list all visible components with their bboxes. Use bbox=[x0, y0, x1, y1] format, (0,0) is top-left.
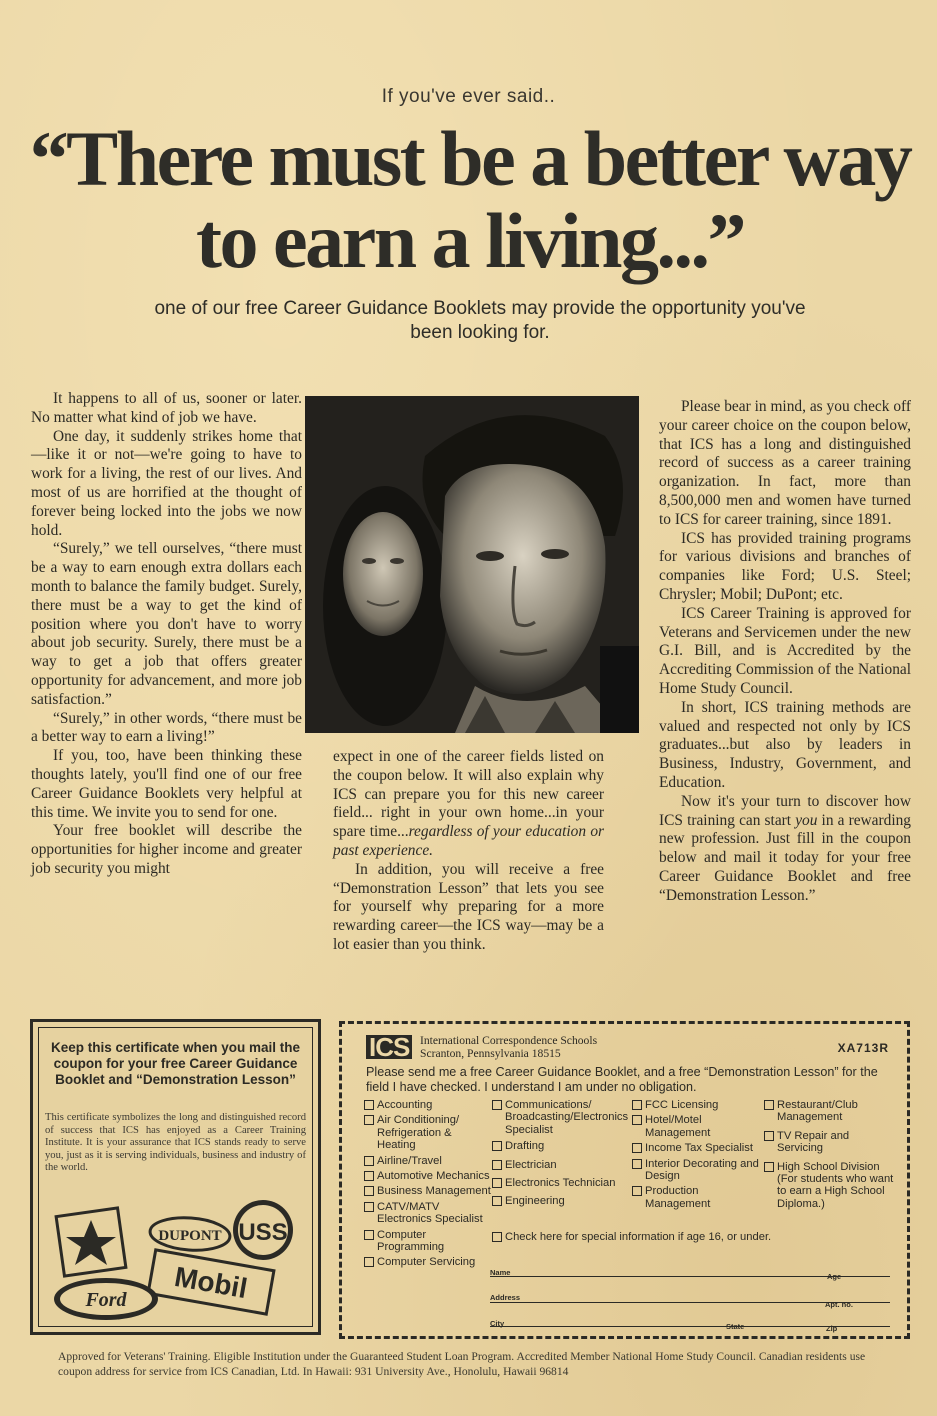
checkbox-box[interactable] bbox=[364, 1202, 374, 1212]
checkbox-box[interactable] bbox=[492, 1141, 502, 1151]
name-field[interactable] bbox=[490, 1276, 890, 1277]
career-checkbox[interactable] bbox=[364, 1170, 492, 1182]
headline-line-2: to earn a living...” bbox=[196, 197, 744, 284]
body-column-2 bbox=[333, 748, 604, 955]
company-logos bbox=[33, 1022, 318, 1332]
career-checkbox[interactable] bbox=[632, 1099, 762, 1111]
career-label: Automotive Mechanics bbox=[377, 1170, 490, 1183]
career-label: Business Management bbox=[377, 1185, 491, 1198]
paragraph: In short, ICS training methods are valued and respected not only by ICS graduates...but also by leaders in Business, Industry, Government, and Education. bbox=[659, 698, 911, 791]
paragraph: “Surely,” we tell ourselves, “there must be a way to earn enough extra dollars each month to balance the family budget. Surely, there must be a way to get the kind of position where you don't have to worry about job security. Surely, there must be a way to get a job that offers greater opportunity for advancement, and more job satisfaction.” bbox=[31, 540, 302, 708]
paragraph: It happens to all of us, sooner or later. No matter what kind of job we have. bbox=[31, 390, 302, 426]
career-checkbox[interactable] bbox=[492, 1099, 629, 1136]
checkbox-box[interactable] bbox=[764, 1162, 774, 1172]
paragraph: “Surely,” in other words, “there must be a better way to earn a living!” bbox=[31, 709, 302, 746]
certificate-body: This certificate symbolizes the long and distinguished record of success that ICS has enjoyed as a Career Training Institute. It is your assurance that ICS stands ready to serve you, just as it is serving individuals, business and industry of the world. bbox=[45, 1112, 306, 1174]
career-label: Hotel/Motel Management bbox=[645, 1114, 711, 1139]
ics-org-name: International Correspondence Schools bbox=[420, 1034, 598, 1047]
career-options-column-4 bbox=[764, 1099, 896, 1213]
address-label: Address bbox=[490, 1293, 521, 1302]
order-coupon[interactable] bbox=[339, 1021, 910, 1339]
career-checkbox[interactable] bbox=[632, 1185, 762, 1210]
career-label: Computer Servicing bbox=[377, 1256, 476, 1269]
career-label: Air Conditioning/ Refrigeration & Heating bbox=[377, 1114, 460, 1152]
career-checkbox[interactable] bbox=[364, 1155, 492, 1167]
city-label: City bbox=[490, 1319, 505, 1328]
checkbox-box[interactable] bbox=[632, 1186, 642, 1196]
address-field[interactable] bbox=[490, 1302, 890, 1303]
checkbox-box[interactable] bbox=[632, 1100, 642, 1110]
career-checkbox[interactable] bbox=[364, 1229, 492, 1254]
mobil-logo bbox=[148, 1250, 274, 1314]
ics-logo: ICS bbox=[366, 1035, 412, 1059]
paragraph-text: expect in one of the career fields listed on the coupon below. It will also explain why ICS can prepare you for this new career field... right in your own home...in your spare time... bbox=[333, 748, 604, 841]
checkbox-box[interactable] bbox=[492, 1196, 502, 1206]
career-checkbox[interactable] bbox=[364, 1114, 492, 1151]
paragraph: ICS has provided training programs for various divisions and branches of companies like Ford; U.S. Steel; Chrysler; Mobil; DuPont; etc. bbox=[659, 529, 911, 603]
checkbox-box[interactable] bbox=[364, 1156, 374, 1166]
paragraph-italic: you bbox=[795, 811, 818, 829]
paragraph-text: Now it's your turn to discover how ICS training can start bbox=[659, 792, 911, 829]
certificate-box bbox=[30, 1019, 321, 1335]
career-label: Interior Decorating and Design bbox=[645, 1157, 759, 1183]
checkbox-box[interactable] bbox=[492, 1178, 502, 1188]
career-label: Engineering bbox=[505, 1195, 565, 1208]
career-label: Airline/Travel bbox=[377, 1154, 442, 1167]
headline bbox=[20, 115, 920, 284]
checkbox-box[interactable] bbox=[364, 1100, 374, 1110]
coupon-code: XA713R bbox=[837, 1041, 889, 1055]
career-options-column-2 bbox=[492, 1099, 629, 1211]
couple-photo bbox=[305, 396, 639, 733]
footer-note: Approved for Veterans' Training. Eligible Institution under the Guaranteed Student Loan Program. Accredited Member National Home Study Council. Canadian residents use coupon address for service from ICS Canadian, Ltd. In Hawaii: 931 University Ave., Honolulu, Hawaii 96814 bbox=[58, 1350, 866, 1378]
checkbox-box[interactable] bbox=[764, 1131, 774, 1141]
paragraph-italic: regardless of your education or past experience. bbox=[333, 823, 605, 859]
uss-logo-text: USS bbox=[238, 1219, 288, 1246]
career-options-column-3 bbox=[632, 1099, 762, 1213]
career-checkbox[interactable] bbox=[764, 1161, 896, 1211]
career-checkbox[interactable] bbox=[764, 1099, 896, 1124]
kicker-text: If you've ever said.. bbox=[381, 86, 556, 107]
career-checkbox[interactable] bbox=[632, 1142, 762, 1154]
checkbox-box[interactable] bbox=[364, 1230, 374, 1240]
career-label: Production Management bbox=[645, 1185, 711, 1210]
career-options-column-1 bbox=[364, 1099, 492, 1272]
checkbox-box[interactable] bbox=[364, 1257, 374, 1267]
career-label: TV Repair and Servicing bbox=[777, 1129, 850, 1155]
checkbox-box[interactable] bbox=[364, 1115, 374, 1125]
age-16-checkbox[interactable] bbox=[492, 1231, 771, 1243]
career-label: Income Tax Specialist bbox=[645, 1142, 753, 1155]
ics-org-address: Scranton, Pennsylvania 18515 bbox=[420, 1047, 561, 1060]
career-checkbox[interactable] bbox=[764, 1130, 896, 1155]
paragraph: In addition, you will receive a free “Demonstration Lesson” that lets you see for yourself why preparing for a more rewarding career—the ICS way—may be a lot easier than you think. bbox=[333, 860, 604, 953]
chrysler-pentastar-icon bbox=[56, 1208, 126, 1276]
checkbox-box[interactable] bbox=[364, 1171, 374, 1181]
dupont-logo-text: DUPONT bbox=[158, 1228, 222, 1244]
career-checkbox[interactable] bbox=[492, 1140, 626, 1152]
checkbox-box[interactable] bbox=[492, 1232, 502, 1242]
career-checkbox[interactable] bbox=[364, 1099, 492, 1111]
career-label: Communications/ Broadcasting/Electronics Specialist bbox=[505, 1099, 629, 1136]
career-checkbox[interactable] bbox=[632, 1158, 762, 1183]
apt-label: Apt. no. bbox=[825, 1300, 853, 1309]
career-checkbox[interactable] bbox=[492, 1177, 626, 1189]
ics-address-block bbox=[420, 1034, 597, 1060]
paragraph: Please bear in mind, as you check off your career choice on the coupon below, that ICS has a long and distinguished record of success as a career training organization. In fact, more than 8,500,000 men and women have turned to ICS for career training, since 1891. bbox=[659, 398, 911, 528]
paragraph: ICS Career Training is approved for Veterans and Servicemen under the new G.I. Bill, and is Accredited by the Accrediting Commission of the National Home Study Council. bbox=[659, 604, 911, 697]
career-checkbox[interactable] bbox=[364, 1256, 492, 1268]
coupon-intro: Please send me a free Career Guidance Booklet, and a free “Demonstration Lesson” for the field I have checked. I understand I am under no obligation. bbox=[366, 1065, 878, 1094]
career-checkbox[interactable] bbox=[364, 1201, 492, 1226]
career-label: Accounting bbox=[377, 1099, 433, 1111]
body-column-1 bbox=[31, 390, 302, 879]
career-label: Computer Programming bbox=[377, 1228, 445, 1254]
career-label: Electrician bbox=[505, 1158, 557, 1171]
uss-logo bbox=[233, 1200, 293, 1260]
age-16-label: Check here for special information if age 16, or under. bbox=[505, 1231, 772, 1243]
paragraph: If you, too, have been thinking these thoughts lately, you'll find one of our free Career Guidance Booklets very helpful at this time. We invite you to send for one. bbox=[31, 747, 302, 821]
checkbox-box[interactable] bbox=[492, 1160, 502, 1170]
city-state-zip-field[interactable] bbox=[490, 1326, 890, 1327]
dupont-logo bbox=[149, 1215, 231, 1253]
subheadline: one of our free Career Guidance Booklets may provide the opportunity you've been looking for. bbox=[154, 298, 806, 343]
name-label: Name bbox=[490, 1268, 511, 1277]
career-checkbox[interactable] bbox=[492, 1159, 626, 1171]
career-checkbox[interactable] bbox=[492, 1195, 626, 1207]
age-label: Age bbox=[827, 1272, 842, 1281]
checkbox-box[interactable] bbox=[632, 1159, 642, 1169]
career-label: Drafting bbox=[505, 1140, 545, 1153]
career-label: Restaurant/Club Management bbox=[777, 1099, 858, 1124]
mobil-logo-text: Mobil bbox=[172, 1260, 250, 1305]
career-checkbox[interactable] bbox=[364, 1185, 492, 1197]
checkbox-box[interactable] bbox=[492, 1100, 502, 1110]
certificate-title: Keep this certificate when you mail the coupon for your free Career Guidance Booklet and “Demonstration Lesson” bbox=[50, 1040, 301, 1087]
checkbox-box[interactable] bbox=[632, 1115, 642, 1125]
checkbox-box[interactable] bbox=[632, 1143, 642, 1153]
state-label: State bbox=[726, 1322, 745, 1331]
paragraph: Your free booklet will describe the opportunities for higher income and greater job security you might bbox=[31, 822, 302, 877]
checkbox-box[interactable] bbox=[764, 1100, 774, 1110]
paragraph bbox=[659, 793, 911, 906]
paragraph-text: in a rewarding new profession. Just fill in the coupon below and mail it today for your free Career Guidance Booklet and free “Demonstration Lesson.” bbox=[659, 811, 911, 904]
paragraph: One day, it suddenly strikes home that—like it or not—we're going to have to work for a living, the rest of our lives. And most of us are horrified at the thought of forever being locked into the jobs we now hold. bbox=[31, 427, 302, 539]
ford-logo bbox=[54, 1278, 158, 1320]
checkbox-box[interactable] bbox=[364, 1186, 374, 1196]
career-checkbox[interactable] bbox=[632, 1114, 762, 1139]
couple-photo-illustration bbox=[305, 396, 639, 733]
career-label: High School Division (For students who want to earn a High School Diploma.) bbox=[777, 1160, 894, 1210]
ford-logo-text: Ford bbox=[85, 1289, 127, 1311]
headline-line-1: “There must be a better way bbox=[29, 115, 911, 202]
body-column-3 bbox=[659, 398, 911, 906]
career-label: Electronics Technician bbox=[505, 1177, 616, 1190]
zip-label: Zip bbox=[826, 1324, 838, 1333]
career-label: CATV/MATV Electronics Specialist bbox=[377, 1200, 483, 1226]
paragraph bbox=[333, 748, 604, 861]
career-label: FCC Licensing bbox=[645, 1099, 719, 1111]
